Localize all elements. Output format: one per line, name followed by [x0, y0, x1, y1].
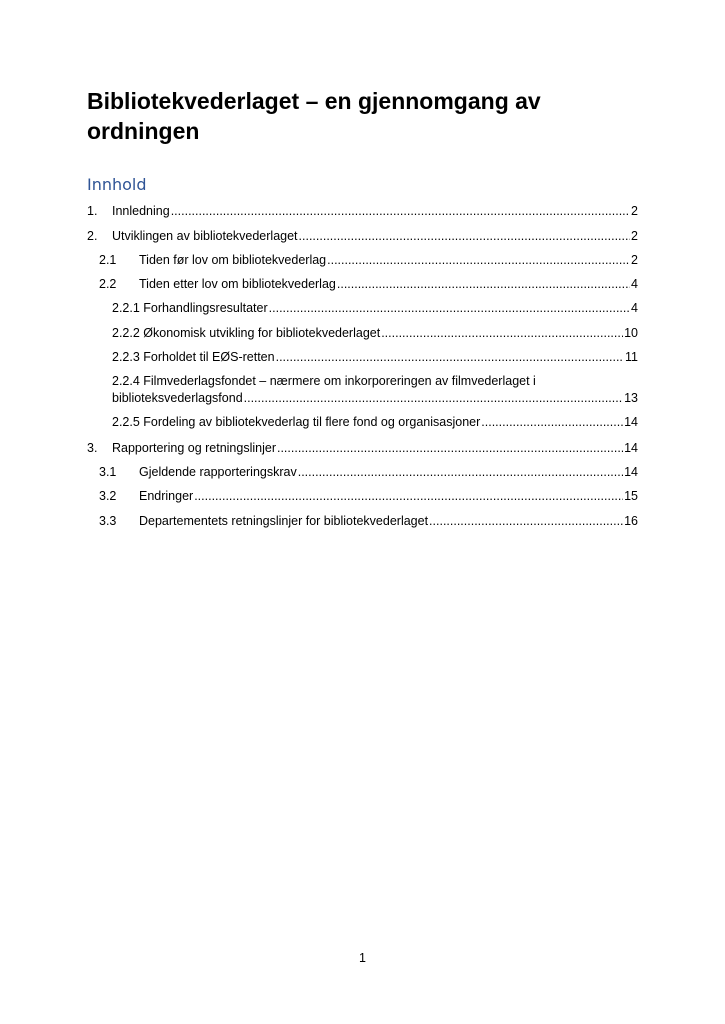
toc-entry-2-2-1[interactable]: [87, 300, 638, 316]
toc-entry-3[interactable]: [87, 440, 638, 456]
toc-leader-dots: [429, 513, 623, 529]
toc-entry-page: 2: [631, 253, 638, 267]
toc-entry-text: Gjeldende rapporteringskrav: [139, 465, 297, 479]
toc-leader-dots: [276, 349, 624, 365]
toc-entry-1[interactable]: [87, 203, 638, 219]
toc-entry-text: Tiden etter lov om bibliotekvederlag: [139, 277, 336, 291]
toc-entry-page: 10: [624, 326, 638, 340]
toc-entry-page: 15: [624, 489, 638, 503]
toc-leader-dots: [194, 488, 623, 504]
toc-leader-dots: [299, 228, 631, 244]
toc-entry-text: Rapportering og retningslinjer: [112, 441, 276, 455]
toc-entry-text: 2.2.1 Forhandlingsresultater: [112, 301, 268, 315]
toc-leader-dots: [327, 252, 630, 268]
toc-entry-text-line1: 2.2.4 Filmvederlagsfondet – nærmere om inkorporeringen av filmvederlaget i: [112, 374, 536, 388]
toc-leader-dots: [481, 414, 623, 430]
toc-entry-text: Tiden før lov om bibliotekvederlag: [139, 253, 327, 267]
toc-entry-number: 1.: [87, 204, 98, 218]
toc-entry-number: 2.2: [99, 277, 117, 291]
toc-entry-2-2-5[interactable]: [87, 414, 638, 430]
toc-entry-3-3[interactable]: [87, 513, 638, 529]
toc-entry-text: 2.2.5 Fordeling av bibliotekvederlag til flere fond og organisasjoner: [112, 415, 481, 429]
toc-entry-page: 14: [624, 415, 638, 429]
toc-entry-2-2-4-line1[interactable]: [87, 373, 638, 389]
toc-entry-text: Utviklingen av bibliotekvederlaget: [112, 229, 298, 243]
toc-leader-dots: [298, 464, 623, 480]
toc-entry-number: 3.1: [99, 465, 117, 479]
toc-entry-3-1[interactable]: [87, 464, 638, 480]
toc-entry-2-2-2[interactable]: [87, 325, 638, 341]
toc-entry-number: 3.2: [99, 489, 117, 503]
toc-entry-page: 13: [624, 391, 638, 405]
toc-leader-dots: [337, 276, 630, 292]
toc-entry-text: biblioteksvederlagsfond: [112, 391, 243, 405]
toc-entry-page: 11: [625, 350, 638, 364]
toc-leader-dots: [277, 440, 623, 456]
toc-entry-text: Innledning: [112, 204, 170, 218]
toc-entry-2-2-3[interactable]: [87, 349, 638, 365]
page-number: 1: [359, 951, 366, 965]
toc-entry-text: 2.2.3 Forholdet til EØS-retten: [112, 350, 275, 364]
toc-entry-page: 14: [624, 465, 638, 479]
toc-entry-2[interactable]: [87, 228, 638, 244]
toc-entry-text: 2.2.2 Økonomisk utvikling for bibliotekvederlaget: [112, 326, 381, 340]
toc-entry-text: Departementets retningslinjer for bibliotekvederlaget: [139, 514, 429, 528]
toc-entry-text: Endringer: [139, 489, 194, 503]
toc-entry-page: 14: [624, 441, 638, 455]
toc-leader-dots: [171, 203, 630, 219]
toc-leader-dots: [269, 300, 630, 316]
document-title: Bibliotekvederlaget – en gjennomgang av ordningen: [87, 88, 541, 144]
toc-entry-2-2[interactable]: [87, 276, 638, 292]
toc-entry-page: 2: [631, 204, 638, 218]
toc-entry-page: 4: [631, 301, 638, 315]
toc-leader-dots: [244, 390, 623, 406]
toc-leader-dots: [381, 325, 623, 341]
toc-entry-number: 3.3: [99, 514, 117, 528]
toc-entry-number: 2.: [87, 229, 98, 243]
toc-entry-number: 2.1: [99, 253, 117, 267]
toc-entry-3-2[interactable]: [87, 488, 638, 504]
toc-entry-2-1[interactable]: [87, 252, 638, 268]
toc-entry-page: 4: [631, 277, 638, 291]
toc-heading: Innhold: [87, 175, 147, 194]
toc-entry-page: 16: [624, 514, 638, 528]
toc-entry-number: 3.: [87, 441, 98, 455]
toc-entry-page: 2: [631, 229, 638, 243]
toc-entry-2-2-4[interactable]: [87, 390, 638, 406]
